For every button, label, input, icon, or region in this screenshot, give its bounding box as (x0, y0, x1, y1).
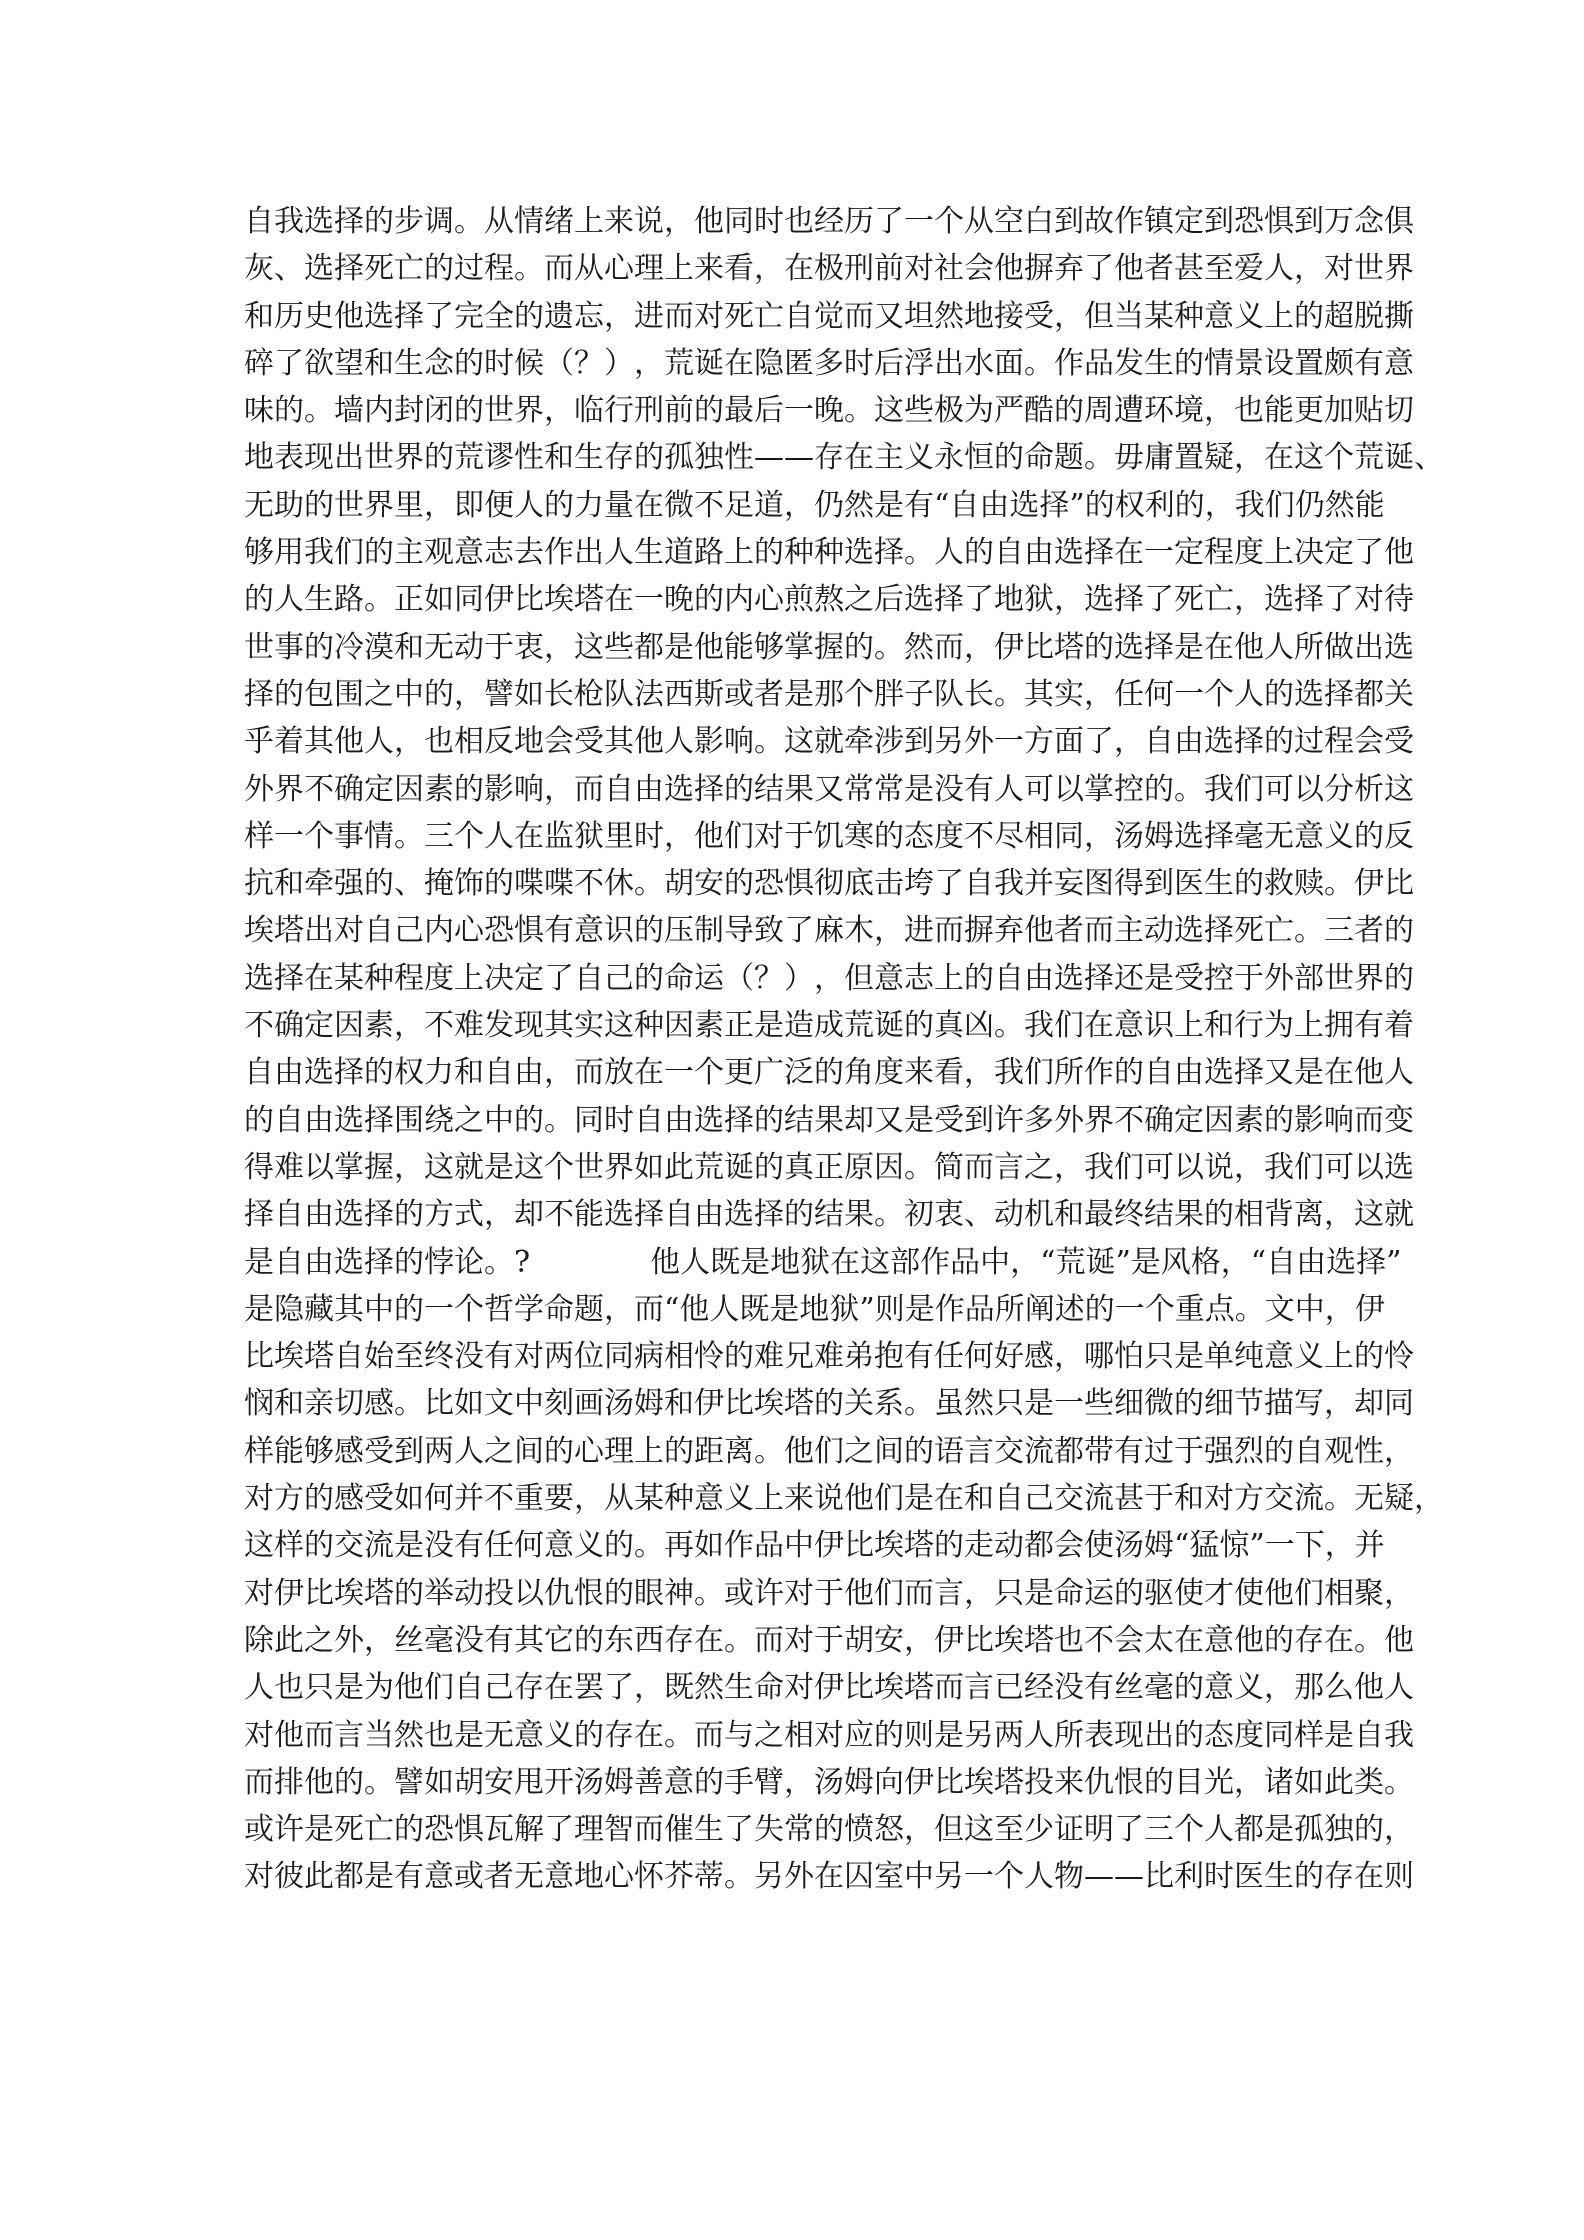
text-line: 择 自 由 选 择 的 方 式 ， 却 不 能 选 择 自 由 选 择 的 结 果 。 初 衷 、 动 机 和 最 终 结 果 的 相 背 离 ， 这 就 (244, 1197, 1414, 1233)
text-line: 埃 塔 出 对 自 己 内 心 恐 惧 有 意 识 的 压 制 导 致 了 麻 木 ， 进 而 摒 弃 他 者 而 主 动 选 择 死 亡 。 三 者 的 (244, 913, 1414, 949)
text-line: 这 样 的 交 流 是 没 有 任 何 意 义 的 。 再 如 作 品 中 伊 比 埃 塔 的 走 动 都 会 使 汤 姆 “ 猛 惊 ” 一 下 ， 并 (244, 1528, 1385, 1564)
text-line: 不 确 定 因 素 ， 不 难 发 现 其 实 这 种 因 素 正 是 造 成 荒 诞 的 真 凶 。 我 们 在 意 识 上 和 行 为 上 拥 有 着 (244, 1008, 1414, 1044)
text-line: 或 许 是 死 亡 的 恐 惧 瓦 解 了 理 智 而 催 生 了 失 常 的 愤 怒 ， 但 这 至 少 证 明 了 三 个 人 都 是 孤 独 的 ， (244, 1812, 1414, 1848)
text-line: 碎 了 欲 望 和 生 念 的 时 候 （ ？ ） ， 荒 诞 在 隐 匿 多 时 后 浮 出 水 面 。 作 品 发 生 的 情 景 设 置 颇 有 意 (244, 345, 1414, 381)
text-line: 味 的 。 墙 内 封 闭 的 世 界 ， 临 行 刑 前 的 最 后 一 晚 。 这 些 极 为 严 酷 的 周 遭 环 境 ， 也 能 更 加 贴 切 (244, 393, 1414, 429)
text-line: 择 的 包 围 之 中 的 ， 譬 如 长 枪 队 法 西 斯 或 者 是 那 个 胖 子 队 长 。 其 实 ， 任 何 一 个 人 的 选 择 都 关 (244, 676, 1414, 712)
text-line: 无 助 的 世 界 里 ， 即 便 人 的 力 量 在 微 不 足 道 ， 仍 然 是 有 “ 自 由 选 择 ” 的 权 利 的 ， 我 们 仍 然 能 (244, 487, 1385, 523)
text-line: 够 用 我 们 的 主 观 意 志 去 作 出 人 生 道 路 上 的 种 种 选 择 。 人 的 自 由 选 择 在 一 定 程 度 上 决 定 了 他 (244, 535, 1414, 571)
text-line: 外 界 不 确 定 因 素 的 影 响 ， 而 自 由 选 择 的 结 果 又 常 常 是 没 有 人 可 以 掌 控 的 。 我 们 可 以 分 析 这 (244, 771, 1414, 807)
text-line: 对 方 的 感 受 如 何 并 不 重 要 ， 从 某 种 意 义 上 来 说 他 们 是 在 和 自 己 交 流 甚 于 和 对 方 交 流 。 无 疑 ， (244, 1481, 1444, 1517)
text-line: 灰 、 选 择 死 亡 的 过 程 。 而 从 心 理 上 来 看 ， 在 极 刑 前 对 社 会 他 摒 弃 了 他 者 甚 至 爱 人 ， 对 世 界 (244, 251, 1414, 287)
text-line: 的 人 生 路 。 正 如 同 伊 比 埃 塔 在 一 晚 的 内 心 煎 熬 之 后 选 择 了 地 狱 ， 选 择 了 死 亡 ， 选 择 了 对 待 (244, 582, 1414, 618)
text-line: 和 历 史 他 选 择 了 完 全 的 遗 忘 ， 进 而 对 死 亡 自 觉 而 又 坦 然 地 接 受 ， 但 当 某 种 意 义 上 的 超 脱 撕 (244, 298, 1414, 334)
text-line: 是 自 由 选 择 的 悖 论 。 ? 他 人 既 是 地 狱 在 这 部 作 品 中 ， “ 荒 诞 ” 是 风 格 ， “ 自 由 选 择 ” (244, 1244, 1402, 1280)
text-line: 样 能 够 感 受 到 两 人 之 间 的 心 理 上 的 距 离 。 他 们 之 间 的 语 言 交 流 都 带 有 过 于 强 烈 的 自 观 性 ， (244, 1433, 1414, 1469)
text-line: 是 隐 藏 其 中 的 一 个 哲 学 命 题 ， 而 “ 他 人 既 是 地 狱 ” 则 是 作 品 所 阐 述 的 一 个 重 点 。 文 中 ， 伊 (244, 1291, 1385, 1327)
text-line: 抗 和 牵 强 的 、 掩 饰 的 喋 喋 不 休 。 胡 安 的 恐 惧 彻 底 击 垮 了 自 我 并 妄 图 得 到 医 生 的 救 赎 。 伊 比 (244, 866, 1414, 902)
text-line: 自 我 选 择 的 步 调 。 从 情 绪 上 来 说 ， 他 同 时 也 经 历 了 一 个 从 空 白 到 故 作 镇 定 到 恐 惧 到 万 念 俱 (244, 204, 1414, 239)
text-line: 悯 和 亲 切 感 。 比 如 文 中 刻 画 汤 姆 和 伊 比 埃 塔 的 关 系 。 虽 然 只 是 一 些 细 微 的 细 节 描 写 ， 却 同 (244, 1386, 1414, 1422)
text-line: 样 一 个 事 情 。 三 个 人 在 监 狱 里 时 ， 他 们 对 于 饥 寒 的 态 度 不 尽 相 同 ， 汤 姆 选 择 毫 无 意 义 的 反 (244, 818, 1414, 854)
text-line: 而 排 他 的 。 譬 如 胡 安 甩 开 汤 姆 善 意 的 手 臂 ， 汤 姆 向 伊 比 埃 塔 投 来 仇 恨 的 目 光 ， 诸 如 此 类 。 (244, 1764, 1414, 1800)
text-line: 自 由 选 择 的 权 力 和 自 由 ， 而 放 在 一 个 更 广 泛 的 角 度 来 看 ， 我 们 所 作 的 自 由 选 择 又 是 在 他 人 (244, 1055, 1414, 1091)
text-line: 比 埃 塔 自 始 至 终 没 有 对 两 位 同 病 相 怜 的 难 兄 难 弟 抱 有 任 何 好 感 ， 哪 怕 只 是 单 纯 意 义 上 的 怜 (244, 1339, 1414, 1375)
text-line: 对 伊 比 埃 塔 的 举 动 投 以 仇 恨 的 眼 神 。 或 许 对 于 他 们 而 言 ， 只 是 命 运 的 驱 使 才 使 他 们 相 聚 ， (244, 1575, 1414, 1611)
text-line: 对 他 而 言 当 然 也 是 无 意 义 的 存 在 。 而 与 之 相 对 应 的 则 是 另 两 人 所 表 现 出 的 态 度 同 样 是 自 我 (244, 1717, 1414, 1753)
text-line: 得 难 以 掌 握 ， 这 就 是 这 个 世 界 如 此 荒 诞 的 真 正 原 因 。 简 而 言 之 ， 我 们 可 以 说 ， 我 们 可 以 选 (244, 1149, 1414, 1185)
text-line: 除 此 之 外 ， 丝 毫 没 有 其 它 的 东 西 存 在 。 而 对 于 胡 安 ， 伊 比 埃 塔 也 不 会 太 在 意 他 的 存 在 。 他 (244, 1622, 1414, 1658)
body-text (244, 198, 1444, 1901)
text-line: 人 也 只 是 为 他 们 自 己 存 在 罢 了 ， 既 然 生 命 对 伊 比 埃 塔 而 言 已 经 没 有 丝 毫 的 意 义 ， 那 么 他 人 (244, 1670, 1414, 1706)
text-line: 对 彼 此 都 是 有 意 或 者 无 意 地 心 怀 芥 蒂 。 另 外 在 囚 室 中 另 一 个 人 物 — — 比 利 时 医 生 的 存 在 则 (244, 1859, 1414, 1895)
text-line: 地 表 现 出 世 界 的 荒 谬 性 和 生 存 的 孤 独 性 — — 存 在 主 义 永 恒 的 命 题 。 毋 庸 置 疑 ， 在 这 个 荒 诞 、 (244, 440, 1444, 476)
text-line: 乎 着 其 他 人 ， 也 相 反 地 会 受 其 他 人 影 响 。 这 就 牵 涉 到 另 外 一 方 面 了 ， 自 由 选 择 的 过 程 会 受 (244, 724, 1414, 760)
text-line: 世 事 的 冷 漠 和 无 动 于 衷 ， 这 些 都 是 他 能 够 掌 握 的 。 然 而 ， 伊 比 塔 的 选 择 是 在 他 人 所 做 出 选 (244, 629, 1414, 665)
text-line: 选 择 在 某 种 程 度 上 决 定 了 自 己 的 命 运 （ ？ ） ， 但 意 志 上 的 自 由 选 择 还 是 受 控 于 外 部 世 界 的 (244, 960, 1414, 996)
text-line: 的 自 由 选 择 围 绕 之 中 的 。 同 时 自 由 选 择 的 结 果 却 又 是 受 到 许 多 外 界 不 确 定 因 素 的 影 响 而 变 (244, 1102, 1414, 1138)
